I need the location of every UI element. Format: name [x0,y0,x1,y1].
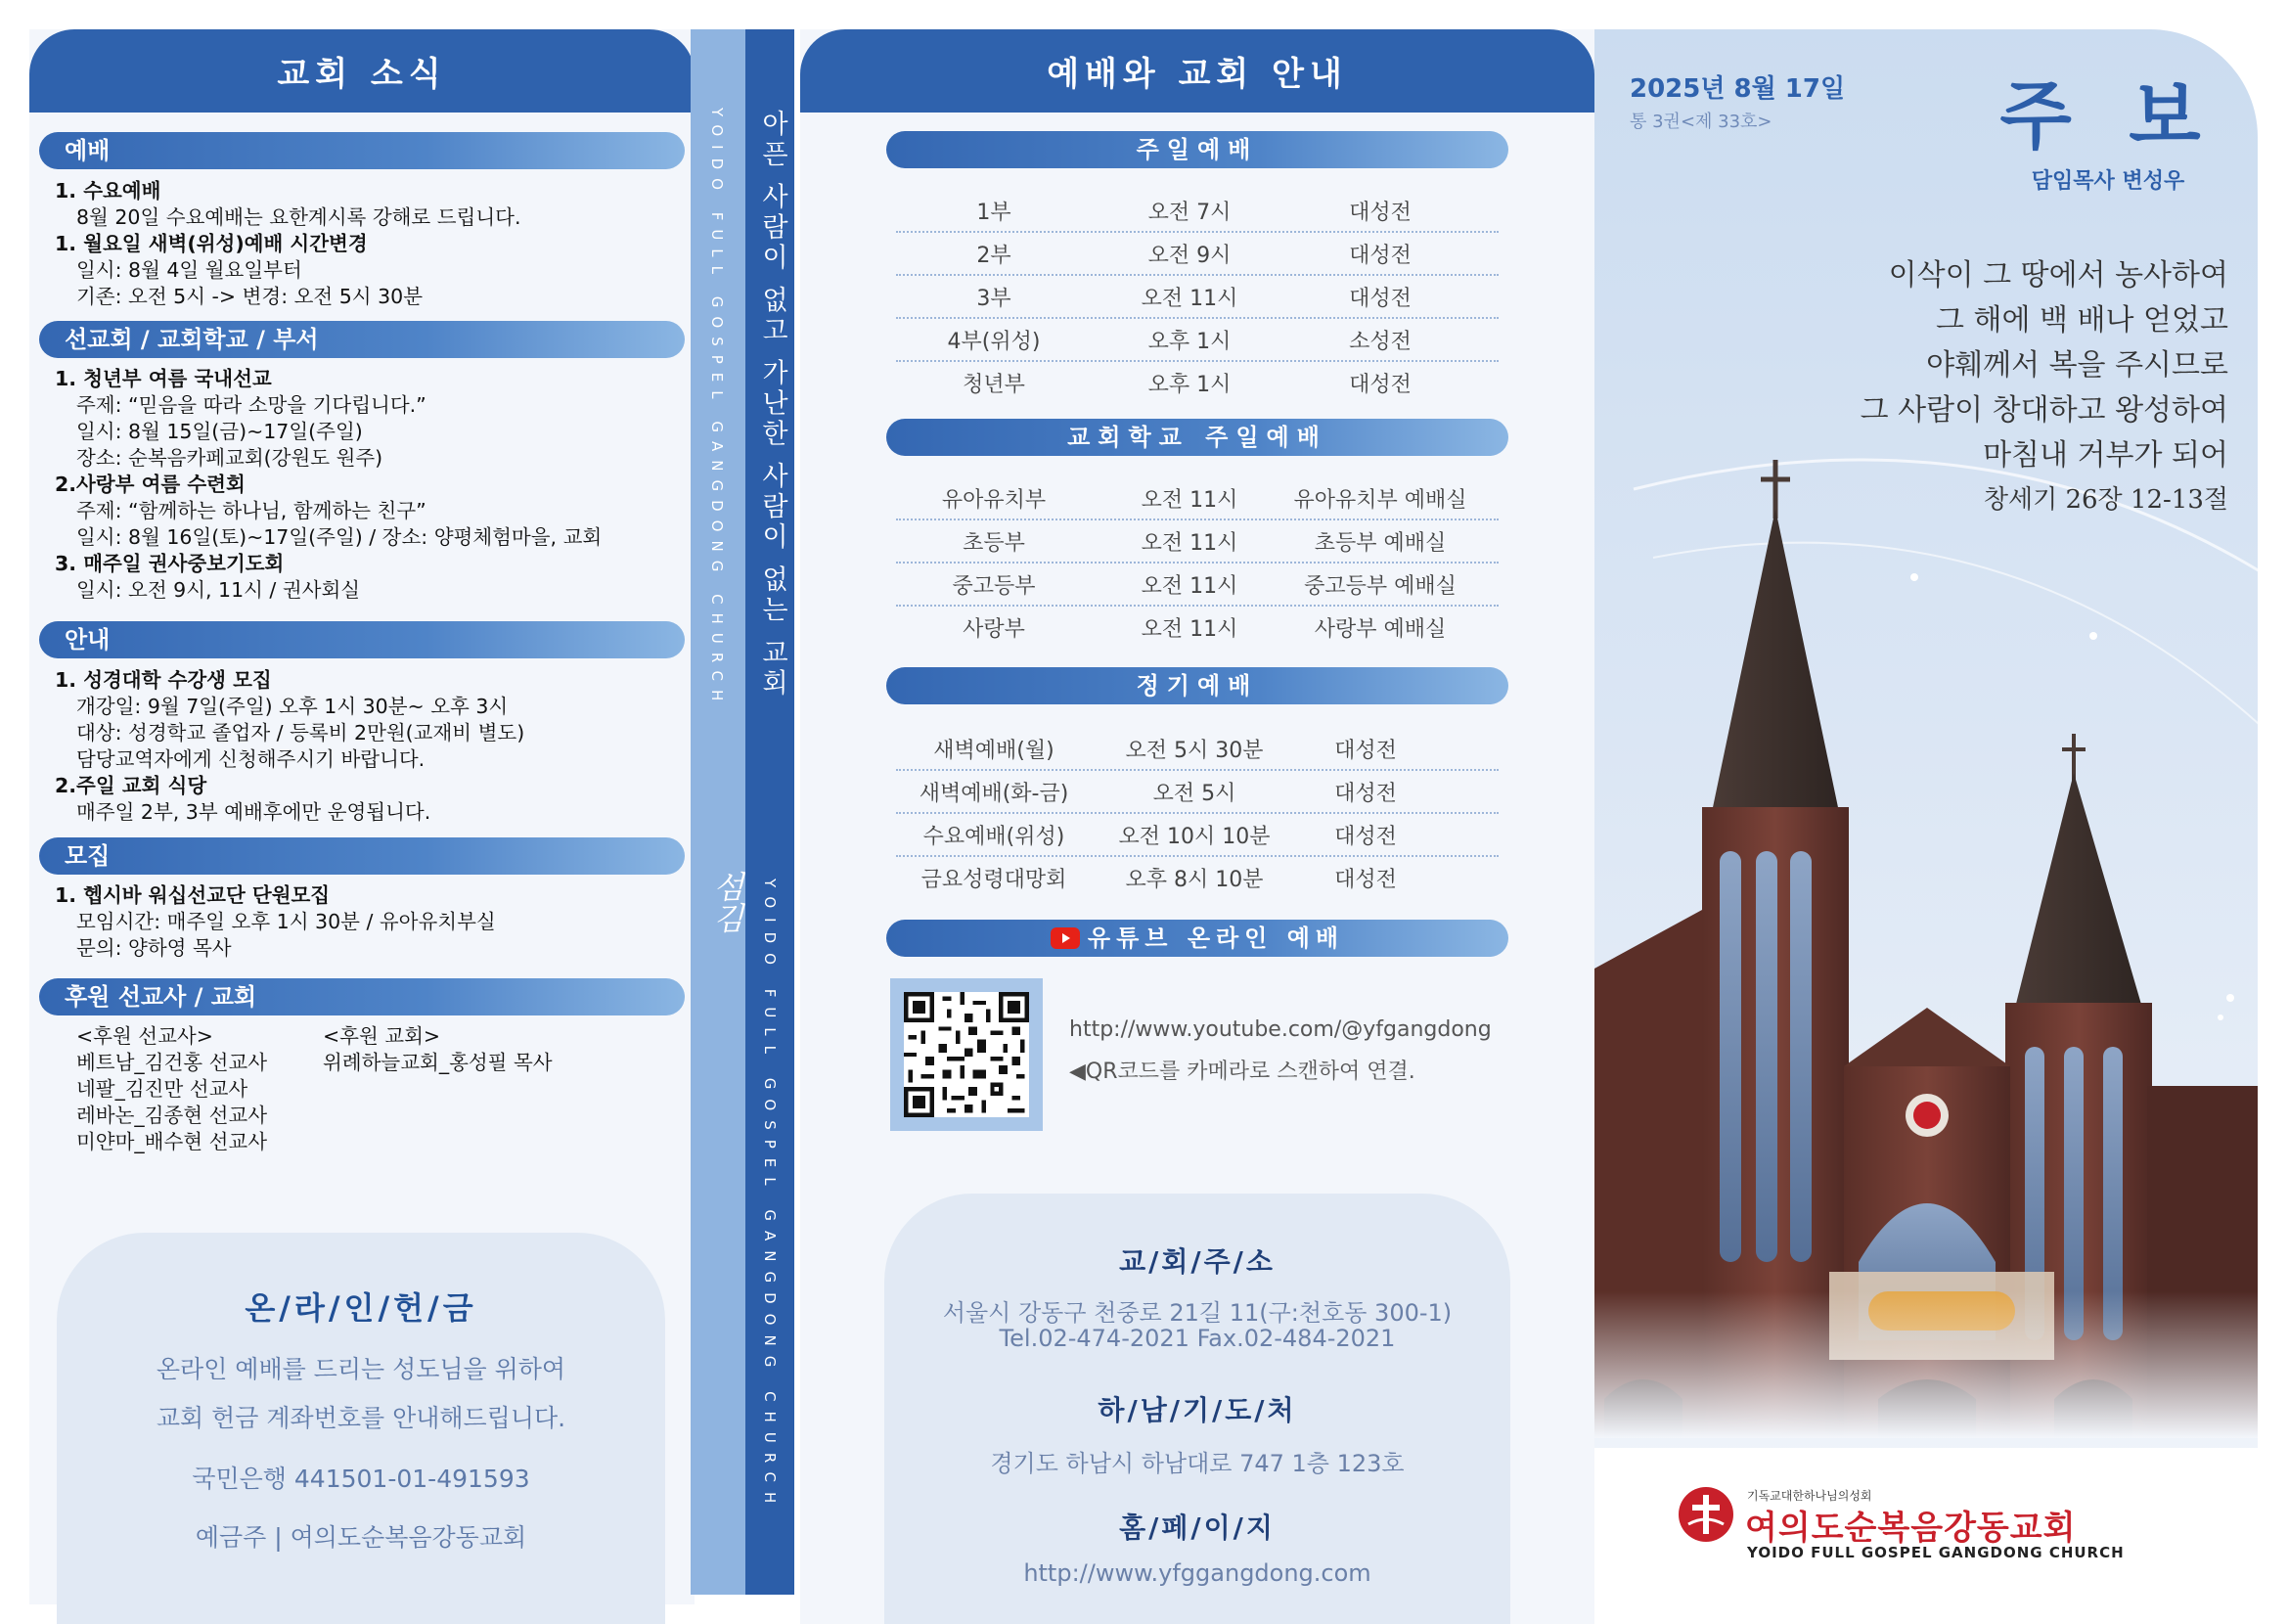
spine-english-top: YOIDO FULL GOSPEL GANGDONG CHURCH [708,108,726,710]
phone-fax-line: Tel.02-474-2021 Fax.02-484-2021 [999,1325,1396,1352]
school-worship-title: 교회학교 주일예배 [886,419,1508,456]
sunday-worship-title: 주일예배 [886,131,1508,168]
address-title: 교/회/주/소 [1119,1245,1276,1278]
verse-line-1: 이삭이 그 땅에서 농사하여 [1888,258,2228,293]
account-holder: 예금주 | 여의도순복음강동교회 [195,1523,527,1552]
section-worship-list: 1. 수요예배 8월 20일 수요예배는 요한계시록 강해로 드립니다. 1. 월요일 새벽(위성)예배 시간변경 일시: 8월 4일 월요일부터 기존: 오전 5시 -> 변경: 오전 5시 30분 [55,179,521,308]
qr-code-frame[interactable] [890,978,1043,1131]
regular-worship-title: 정기예배 [886,667,1508,704]
qr-instruction: ◀QR코드를 카메라로 스캔하여 연결. [1069,1060,1415,1084]
church-address-box [884,1194,1510,1624]
table-row: 초등부 오전 11시 초등부 예배실 [896,519,1499,564]
spine-light [691,29,745,1595]
table-row: 사랑부 오전 11시 사랑부 예배실 [963,617,1447,642]
church-news-panel [29,29,695,1604]
verse-line-3: 야훼께서 복을 주시므로 [1926,348,2228,383]
bulletin-volume: 통 3권<제 33호> [1630,112,1772,132]
section-mission-list: 1. 청년부 여름 국내선교 주제: “믿음을 따라 소망을 기다립니다.” 일시: 8월 15일(금)~17일(주일) 장소: 순복음카페교회(강원도 원주) 2.사랑부 여름 수련회 주제: “함께하는 하나님, 함께하는 친구” 일시: 8월 16일(토)~17일(주일) / 장소: 양평체험마을, 교회 3. 매주일 권사중보기도회 일시: 오전 9시, 11시 / 권사회실 [55,367,603,602]
verse-line-4: 그 사람이 창대하고 왕성하여 [1860,393,2228,428]
table-row: 수요예배(위성) 오전 10시 10분 대성전 [896,812,1499,857]
church-logo-english: YOIDO FULL GOSPEL GANGDONG CHURCH [1747,1544,2125,1561]
hanam-title: 하/남/기/도/처 [1098,1394,1297,1426]
verse-reference: 창세기 26장 12-13절 [1983,485,2228,515]
section-recruit-title: 모집 [39,837,685,875]
homepage-link[interactable]: http://www.yfggangdong.com [1023,1559,1371,1587]
table-row: 새벽예배(월) 오전 5시 30분 대성전 [896,726,1499,771]
table-row: 1부 오전 7시 대성전 [896,188,1499,233]
youtube-icon [1051,927,1080,949]
worship-guide-header: 예배와 교회 안내 [800,29,1594,113]
spine-dark [745,29,794,1595]
online-offering-box [57,1233,665,1624]
table-row: 2부 오전 9시 대성전 [896,231,1499,276]
spine-signature: 섬김 [708,871,745,933]
senior-pastor: 담임목사 변성우 [2031,169,2185,194]
table-row: 청년부 오후 1시 대성전 [963,373,1412,397]
section-notice-title: 안내 [39,621,685,658]
section-notice-list: 1. 성경대학 수강생 모집 개강일: 9월 7일(주일) 오후 1시 30분~ 오후 3시 대상: 성경학교 졸업자 / 등록비 2만원(교재비 별도) 담당교역자에게 신청해주시기 바랍니다. 2.주일 교회 식당 매주일 2부, 3부 예배후에만 운영됩니다. [55,668,525,824]
church-building-image [1594,460,2258,1438]
section-recruit-list: 1. 헵시바 워십선교단 단원모집 모임시간: 매주일 오후 1시 30분 / 유아유치부실 문의: 양하영 목사 [55,883,496,960]
bulletin-title: 주 보 [1999,72,2217,159]
supported-church-list: <후원 교회> 위례하늘교회_홍성필 목사 [323,1024,553,1074]
missionary-list: <후원 선교사> 베트남_김건홍 선교사 네팔_김진만 선교사 레바논_김종현 선교사 미얀마_배수현 선교사 [76,1024,267,1153]
table-row: 금요성령대망회 오후 8시 10분 대성전 [920,868,1397,892]
church-logo-name: 여의도순복음강동교회 [1745,1509,2077,1548]
youtube-title-bar: 유튜브 온라인 예배 [886,920,1508,957]
section-mission-title: 선교회 / 교회학교 / 부서 [39,321,685,358]
spine-english-bottom: YOIDO FULL GOSPEL GANGDONG CHURCH [761,879,779,1513]
qr-code-icon[interactable] [904,992,1029,1117]
section-worship-title: 예배 [39,132,685,169]
homepage-title: 홈/페/이/지 [1119,1511,1276,1544]
youtube-url-link[interactable]: http://www.youtube.com/@yfgangdong [1069,1017,1492,1042]
table-row: 3부 오전 11시 대성전 [896,274,1499,319]
church-logo-icon [1677,1485,1735,1544]
verse-line-5: 마침내 거부가 되어 [1983,438,2228,473]
table-row: 4부(위성) 오후 1시 소성전 [896,317,1499,362]
cover-panel [1594,29,2258,1604]
table-row: 새벽예배(화-금) 오전 5시 대성전 [896,769,1499,814]
bank-account: 국민은행 441501-01-491593 [192,1465,530,1493]
bulletin-date: 2025년 8월 17일 [1630,74,1846,104]
online-offering-line1: 온라인 예배를 드리는 성도님을 위하여 [156,1355,566,1383]
spine-motto: 아픈 사람이 없고 가난한 사람이 없는 교회 [757,110,787,699]
church-news-header: 교회 소식 [29,29,695,113]
section-support-title: 후원 선교사 / 교회 [39,978,685,1015]
online-offering-line2: 교회 헌금 계좌번호를 안내해드립니다. [156,1404,566,1432]
verse-line-2: 그 해에 백 배나 얻었고 [1936,303,2228,338]
online-offering-title: 온/라/인/헌/금 [245,1289,477,1327]
table-row: 중고등부 오전 11시 중고등부 예배실 [896,562,1499,607]
table-row: 유아유치부 오전 11시 유아유치부 예배실 [896,475,1499,520]
hanam-address: 경기도 하남시 하남대로 747 1층 123호 [990,1450,1405,1477]
denomination-name: 기독교대한하나님의성회 [1747,1489,1872,1503]
worship-guide-panel [800,29,1594,1624]
address-line: 서울시 강동구 천중로 21길 11(구:천호동 300-1) [942,1299,1453,1327]
